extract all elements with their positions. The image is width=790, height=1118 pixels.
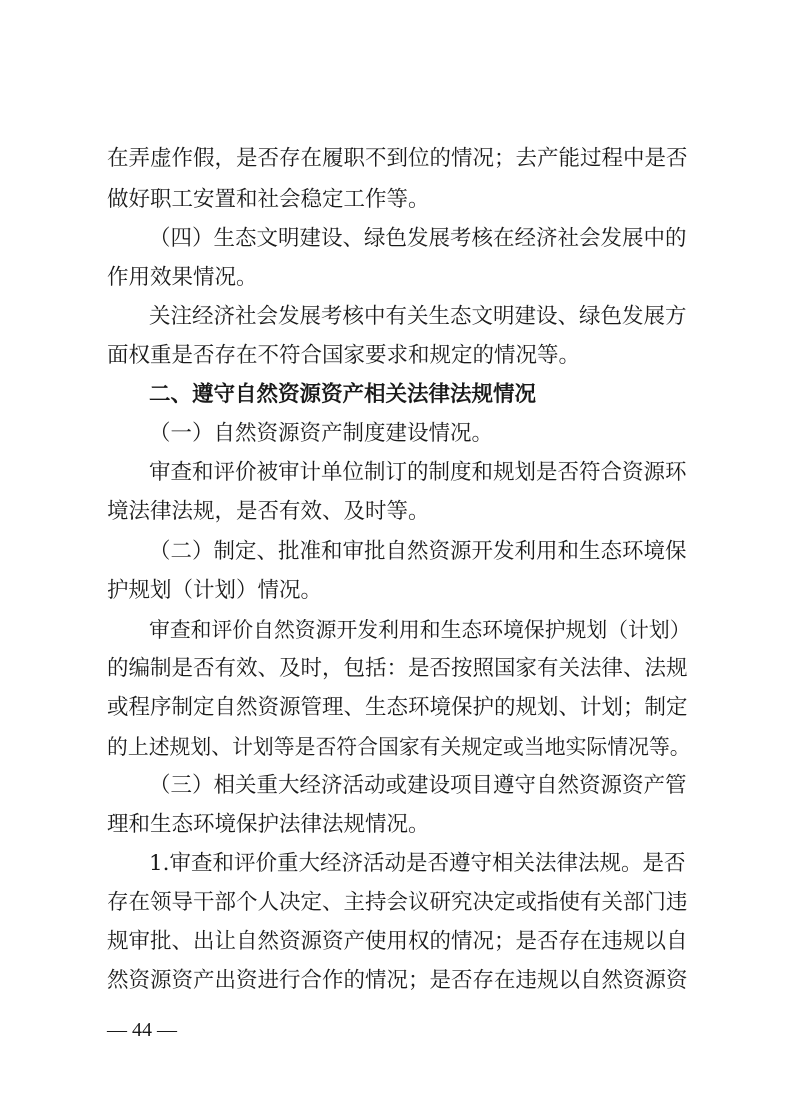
body-text-line: 或程序制定自然资源管理、生态环境保护的规划、计划；制定 bbox=[107, 695, 688, 720]
section-heading: （二）制定、批准和审批自然资源开发利用和生态环境保 bbox=[149, 539, 687, 564]
body-text-line: 境法律法规，是否有效、及时等。 bbox=[107, 499, 430, 524]
body-text-line: 规审批、出让自然资源资产使用权的情况；是否存在违规以自 bbox=[107, 929, 688, 954]
body-text-line: 面权重是否存在不符合国家要求和规定的情况等。 bbox=[107, 343, 581, 368]
body-text-line: 的上述规划、计划等是否符合国家有关规定或当地实际情况等。 bbox=[107, 735, 691, 759]
body-text-line: 在弄虚作假，是否存在履职不到位的情况；去产能过程中是否 bbox=[107, 146, 688, 171]
body-text-line: 关注经济社会发展考核中有关生态文明建设、绿色发展方 bbox=[149, 304, 687, 329]
section-heading-continued: 护规划（计划）情况。 bbox=[107, 578, 323, 603]
body-text-line: 的编制是否有效、及时，包括：是否按照国家有关法律、法规 bbox=[107, 656, 688, 681]
page-number: — 44 — bbox=[107, 1019, 177, 1041]
section-heading: （一）自然资源资产制度建设情况。 bbox=[149, 421, 494, 446]
body-text-line: 然资源资产出资进行合作的情况；是否存在违规以自然资源资 bbox=[107, 968, 688, 993]
body-text-line: 存在领导干部个人决定、主持会议研究决定或指使有关部门违 bbox=[107, 890, 688, 915]
section-heading: （三）相关重大经济活动或建设项目遵守自然资源资产管 bbox=[149, 773, 687, 798]
section-heading-continued: 理和生态环境保护法律法规情况。 bbox=[107, 812, 430, 837]
section-heading: （四）生态文明建设、绿色发展考核在经济社会发展中的 bbox=[149, 226, 687, 251]
body-text-line: 审查和评价被审计单位制订的制度和规划是否符合资源环 bbox=[149, 460, 687, 485]
body-text-line: 1.审查和评价重大经济活动是否遵守相关法律法规。是否 bbox=[149, 851, 686, 876]
body-text-line: 审查和评价自然资源开发利用和生态环境保护规划（计划） bbox=[149, 618, 691, 642]
section-heading-continued: 作用效果情况。 bbox=[107, 265, 258, 290]
body-text-line: 做好职工安置和社会稳定工作等。 bbox=[107, 187, 430, 212]
chapter-heading: 二、遵守自然资源资产相关法律法规情况 bbox=[149, 382, 537, 407]
